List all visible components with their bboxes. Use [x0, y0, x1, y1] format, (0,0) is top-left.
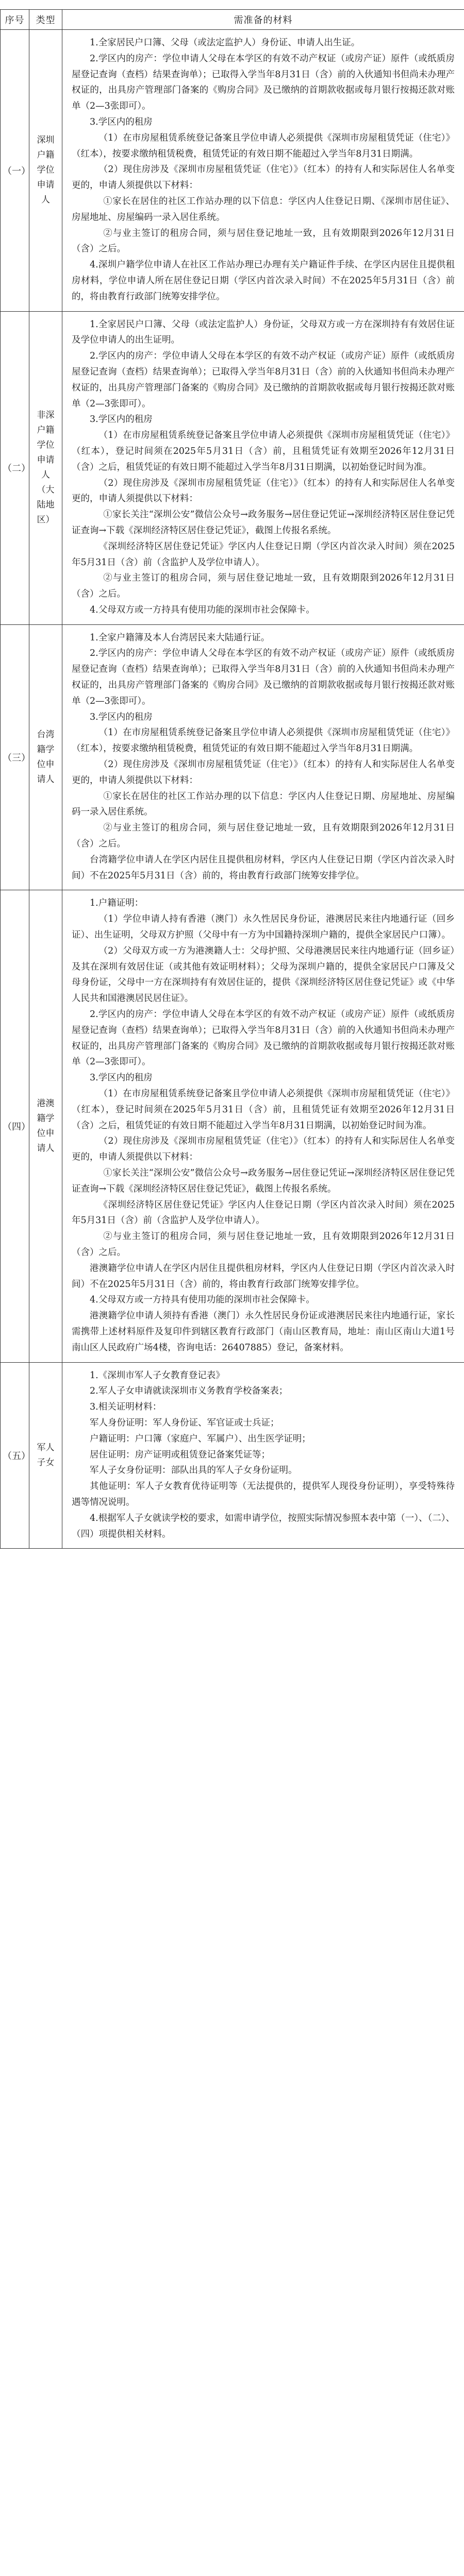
material-item: 《深圳经济特区居住登记凭证》学区内人住登记日期（学区内首次录入时间）须在2025年5月31日（含）前（含监护人及学位申请人）。 — [72, 1199, 455, 1226]
section-number: （五） — [1, 1362, 29, 1549]
material-item: 4.深圳户籍学位申请人在社区工作站办理已办理有关户籍证件手续、在学区内居住且提供租房材料，学位申请人所在居住登记日期（学区内首次录入时间）不在2025年5月31日（含）前的，将由教育行政部门统筹安排学位。 — [72, 260, 455, 302]
material-item: （1）学位申请人持有香港（澳门）永久性居民身份证，港澳居民来往内地通行证（回乡证）、出生证明，父母双方护照（父母中有一方为中国籍持深圳户籍的，提供全家居民户口簿）。 — [72, 914, 455, 941]
material-item: 3.学区内的租房 — [90, 711, 153, 722]
section-materials — [62, 1362, 464, 1549]
header-type: 类型 — [29, 10, 62, 30]
section-number: （一） — [1, 30, 29, 312]
material-item: 《深圳经济特区居住登记凭证》学区内人住登记日期（学区内首次录入时间）须在2025年5月31日（含）前（含监护人及学位申请人）。 — [72, 541, 455, 568]
section-materials — [62, 624, 464, 890]
material-item: 1.全家户籍簿及本人台湾居民来大陆通行证。 — [90, 632, 270, 643]
section-materials — [62, 311, 464, 624]
section-materials — [62, 30, 464, 312]
material-item: （1）在市房屋租赁系统登记备案且学位申请人必须提供《深圳市房屋租赁凭证（住宅）》（红本），登记时间须在2025年5月31日（含）前，且租赁凭证有效期至2026年12月31日（含）之后，租赁凭证的有效日期不能超过入学当年8月31日期满，以初始登记时间为准。 — [72, 430, 455, 472]
section-materials — [62, 890, 464, 1362]
material-item: 3.学区内的租房 — [90, 414, 153, 425]
table-row — [1, 30, 464, 312]
material-item: 1.户籍证明： — [90, 898, 144, 909]
material-item: 其他证明：军人子女教育优待证明等（无法提供的，提供军人现役身份证明），享受特殊待遇等情况说明。 — [72, 1481, 455, 1507]
material-item: 军人子女身份证明：部队出具的军人子女身份证明。 — [90, 1465, 297, 1476]
material-item: 3.学区内的租房 — [90, 1073, 153, 1083]
section-type: 非深户籍学位申请人（大陆地区） — [29, 311, 62, 624]
material-item: ②与业主签订的租房合同，须与居住登记地址一致，且有效期限到2026年12月31日（含）之后。 — [72, 1231, 455, 1258]
material-item: （2）现住房涉及《深圳市房屋租赁凭证（住宅）》（红本）的持有人和实际居住人名单变更的，申请人须提供以下材料： — [72, 759, 455, 786]
material-item: 居住证明：房产证明或租赁登记备案凭证等； — [90, 1449, 270, 1460]
material-item: （1）在市房屋租赁系统登记备案且学位申请人必须提供《深圳市房屋租赁凭证（住宅）》（红本），登记时间须在2025年5月31日（含）前，且租赁凭证有效期至2026年12月31日（含）之后，租赁凭证的有效日期不能超过入学当年8月31日期满，以初始登记时间为准。 — [72, 1089, 455, 1131]
requirements-table — [0, 9, 464, 1549]
material-item: ①家长关注“深圳公安”微信公众号→政务服务→居住登记凭证→深圳经济特区居住登记凭证查询→下载《深圳经济特区居住登记凭证》，截图上传报名系统。 — [72, 1167, 455, 1194]
table-body — [1, 30, 464, 1549]
material-item: ②与业主签订的租房合同，须与居住登记地址一致，且有效期限到2026年12月31日（含）之后。 — [72, 573, 455, 600]
table-row — [1, 311, 464, 624]
material-item: ①家长在居住的社区工作站办理的以下信息：学区内人住登记日期、《深圳市居住证》、房屋地址、房屋编码一录入居住系统。 — [72, 196, 455, 223]
material-item: ①家长在居住的社区工作站办理的以下信息：学区内人住登记日期、房屋地址、房屋编码一录入居住系统。 — [72, 791, 455, 818]
material-item: 港澳籍学位申请人在学区内居住且提供租房材料，学区内人住登记日期（学区内首次录入时间）不在2025年5月31日（含）前的，将由教育行政部门统筹安排学位。 — [72, 1263, 455, 1290]
section-number: （二） — [1, 311, 29, 624]
material-item: （2）父母双方或一方为港澳籍人士：父母护照、父母港澳居民来往内地通行证（回乡证）及其在深圳有效居住证（或其他有效证明材料）；父母为深圳户籍的，提供全家居民户口簿及父母身份证，父母中一方在深圳持有有效居住证的，提供《深圳经济特区居住登记凭证》或《中华人民共和国港澳居民居住证》。 — [72, 945, 455, 1004]
material-item: 3.学区内的租房 — [90, 116, 153, 127]
table-header-row — [1, 10, 464, 30]
section-type: 军人子女 — [29, 1362, 62, 1549]
material-item: ②与业主签订的租房合同，须与居住登记地址一致，且有效期限到2026年12月31日（含）之后。 — [72, 823, 455, 850]
material-item: （2）现住房涉及《深圳市房屋租赁凭证（住宅）》（红本）的持有人和实际居住人名单变更的，申请人须提供以下材料： — [72, 1136, 455, 1163]
material-item: 1.全家居民户口簿、父母（或法定监护人）身份证，父母双方或一方在深圳持有有效居住证及学位申请人的出生证明。 — [72, 319, 455, 346]
material-item: 军人身份证明：军人身份证、军官证或士兵证； — [90, 1417, 279, 1428]
material-item: 港澳籍学位申请人须持有香港（澳门）永久性居民身份证或港澳居民来往内地通行证，家长需携带上述材料原件及复印件到辖区教育行政部门（南山区教育局，地址：南山区南山大道1号南山区人民政府广场4楼，咨询电话：26407885）登记，备案材料。 — [72, 1311, 455, 1353]
material-item: （1）在市房屋租赁系统登记备案且学位申请人必须提供《深圳市房屋租赁凭证（住宅）》（红本），按要求缴纳租赁税费，租赁凭证的有效日期不能超过入学当年8月31日期满。 — [72, 132, 455, 159]
material-item: （2）现住房涉及《深圳市房屋租赁凭证（住宅）》（红本）的持有人和实际居住人名单变更的，申请人须提供以下材料： — [72, 164, 455, 191]
section-number: （三） — [1, 624, 29, 890]
table-row — [1, 1362, 464, 1549]
material-item: 4.父母双方或一方持具有使用功能的深圳市社会保障卡。 — [90, 1295, 315, 1306]
header-no: 序号 — [1, 10, 29, 30]
section-number: （四） — [1, 890, 29, 1362]
material-item: （1）在市房屋租赁系统登记备案且学位申请人必须提供《深圳市房屋租赁凭证（住宅）》（红本），按要求缴纳租赁税费，租赁凭证的有效日期不能超过入学当年8月31日期满。 — [72, 727, 455, 754]
material-item: 1.《深圳市军人子女教育登记表》 — [90, 1370, 225, 1381]
material-item: （2）现住房涉及《深圳市房屋租赁凭证（住宅）》（红本）的持有人和实际居住人名单变更的，申请人须提供以下材料： — [72, 478, 455, 504]
material-item: 户籍证明：户口簿（家庭户、军属户）、出生医学证明； — [90, 1433, 311, 1444]
section-type: 深圳户籍学位申请人 — [29, 30, 62, 312]
table-row — [1, 890, 464, 1362]
material-item: 2.军人子女申请就读深圳市义务教育学校备案表； — [90, 1386, 288, 1397]
material-item: 4.根据军人子女就读学校的要求，如需申请学位，按照实际情况参照本表中第（一）、（二）、（四）项提供相关材料。 — [72, 1513, 455, 1539]
material-item: 2.学区内的房产：学位申请人父母在本学区的有效不动产权证（或房产证）原件（或纸质房屋登记查询（查档）结果查询单）；已取得入学当年8月31日（含）前的入伙通知书但尚未办理产权证的，出具房产管理部门备案的《购房合同》及已缴纳的首期款收据或每月银行按揭还款对账单（2—3张即可）。 — [72, 648, 455, 706]
material-item: ①家长关注“深圳公安”微信公众号→政务服务→居住登记凭证→深圳经济特区居住登记凭证查询→下载《深圳经济特区居住登记凭证》，截图上传报名系统。 — [72, 510, 455, 536]
section-type: 港澳籍学位申请人 — [29, 890, 62, 1362]
material-item: 2.学区内的房产：学位申请人父母在本学区的有效不动产权证（或房产证）原件（或纸质房屋登记查询（查档）结果查询单）；已取得入学当年8月31日（含）前的入伙通知书但尚未办理产权证的，出具房产管理部门备案的《购房合同》及已缴纳的首期款收据或每月银行按揭还款对账单（2—3张即可）。 — [72, 351, 455, 409]
material-item: 2.学区内的房产：学位申请人父母在本学区的有效不动产权证（或房产证）原件（或纸质房屋登记查询（查档）结果查询单）；已取得入学当年8月31日（含）前的入伙通知书但尚未办理产权证的，出具房产管理部门备案的《购房合同》及已缴纳的首期款收据或每月银行按揭还款对账单（2—3张即可）。 — [72, 53, 455, 112]
material-item: ②与业主签订的租房合同，须与居住登记地址一致，且有效期限到2026年12月31日（含）之后。 — [72, 228, 455, 255]
material-item: 台湾籍学位申请人在学区内居住且提供租房材料，学区内人住登记日期（学区内首次录入时间）不在2025年5月31日（含）前的，将由教育行政部门统筹安排学位。 — [72, 854, 455, 881]
material-item: 4.父母双方或一方持具有使用功能的深圳市社会保障卡。 — [90, 604, 315, 615]
header-materials: 需准备的材料 — [62, 10, 464, 30]
table-row — [1, 624, 464, 890]
material-item: 2.学区内的房产：学位申请人父母在本学区的有效不动产权证（或房产证）原件（或纸质房屋登记查询（查档）结果查询单）；已取得入学当年8月31日（含）前的入伙通知书但尚未办理产权证的，出具房产管理部门备案的《购房合同》及已缴纳的首期款收据或每月银行按揭还款对账单（2—3张即可）。 — [72, 1009, 455, 1067]
material-item: 1.全家居民户口簿、父母（或法定监护人）身份证、申请人出生证。 — [90, 38, 360, 48]
material-item: 3.相关证明材料： — [90, 1402, 162, 1413]
section-type: 台湾籍学位申请人 — [29, 624, 62, 890]
